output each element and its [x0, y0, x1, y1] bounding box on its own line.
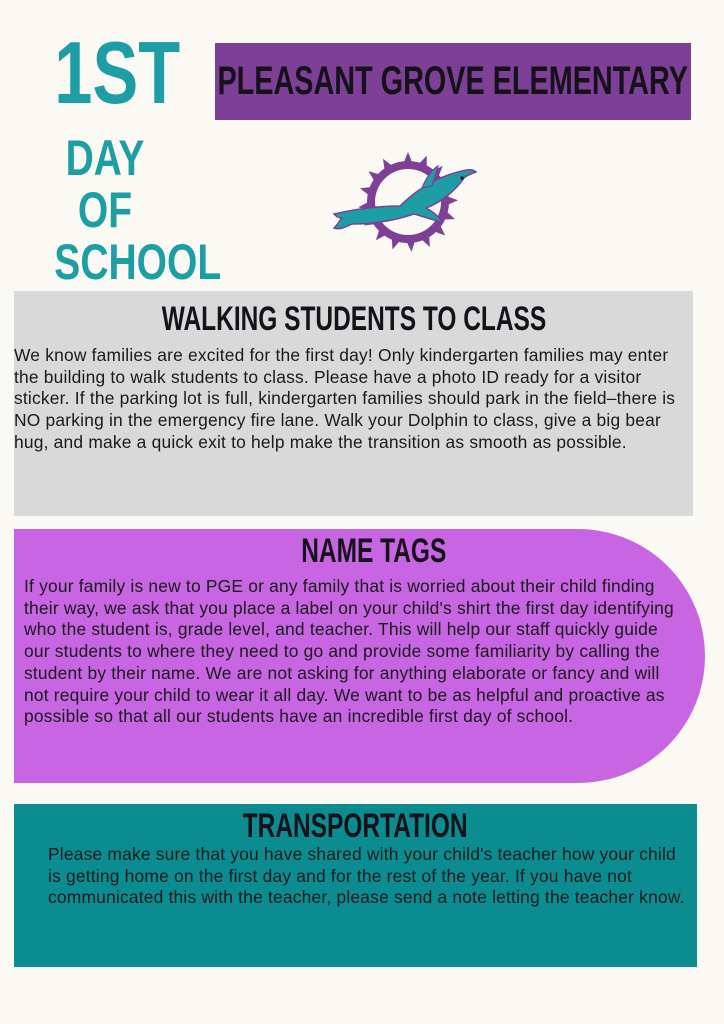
- title-line-3: SCHOOL: [54, 234, 222, 290]
- first-day-title: [54, 23, 222, 290]
- school-name-banner: [215, 43, 691, 120]
- walking-students-section: [14, 291, 693, 516]
- name-tags-section: [14, 529, 705, 783]
- dolphin-sun-logo-icon: [330, 148, 480, 256]
- transport-section-body: Please make sure that you have shared with your child's teacher how your child is getting home on the first day and for the rest of the year. If you have not communicated this with the teacher, please send a note letting the teacher know.: [48, 844, 685, 908]
- school-name: PLEASANT GROVE ELEMENTARY: [217, 59, 689, 103]
- walking-section-body: We know families are excited for the first day! Only kindergarten families may enter the building to walk students to class. Please have a photo ID ready for a visitor sticker. If the parking lot is full, kindergarten families should park in the field–there is NO parking in the emergency fire lane. Walk your Dolphin to class, give a big bear hug, and make a quick exit to help make the transition as smooth as possible.: [14, 345, 676, 452]
- transportation-section: [14, 804, 697, 967]
- nametags-section-body: If your family is new to PGE or any family that is worried about their child finding their way, we ask that you place a label on your child's shirt the first day identifying who the student is, grade level, and teacher. This will help our staff quickly guide our students to where they need to go and provide some familiarity by calling the student by their name. We are not asking for anything elaborate or fancy and will not require your child to wear it all day. We want to be as helpful and proactive as possible so that all our students have an incredible first day of school.: [24, 576, 674, 727]
- title-line-2: DAY OF: [65, 130, 145, 238]
- walking-section-title: WALKING STUDENTS TO CLASS: [161, 300, 546, 338]
- nametags-section-title: NAME TAGS: [301, 532, 447, 570]
- title-line-1: 1ST: [54, 23, 181, 122]
- transport-section-title: TRANSPORTATION: [243, 807, 468, 845]
